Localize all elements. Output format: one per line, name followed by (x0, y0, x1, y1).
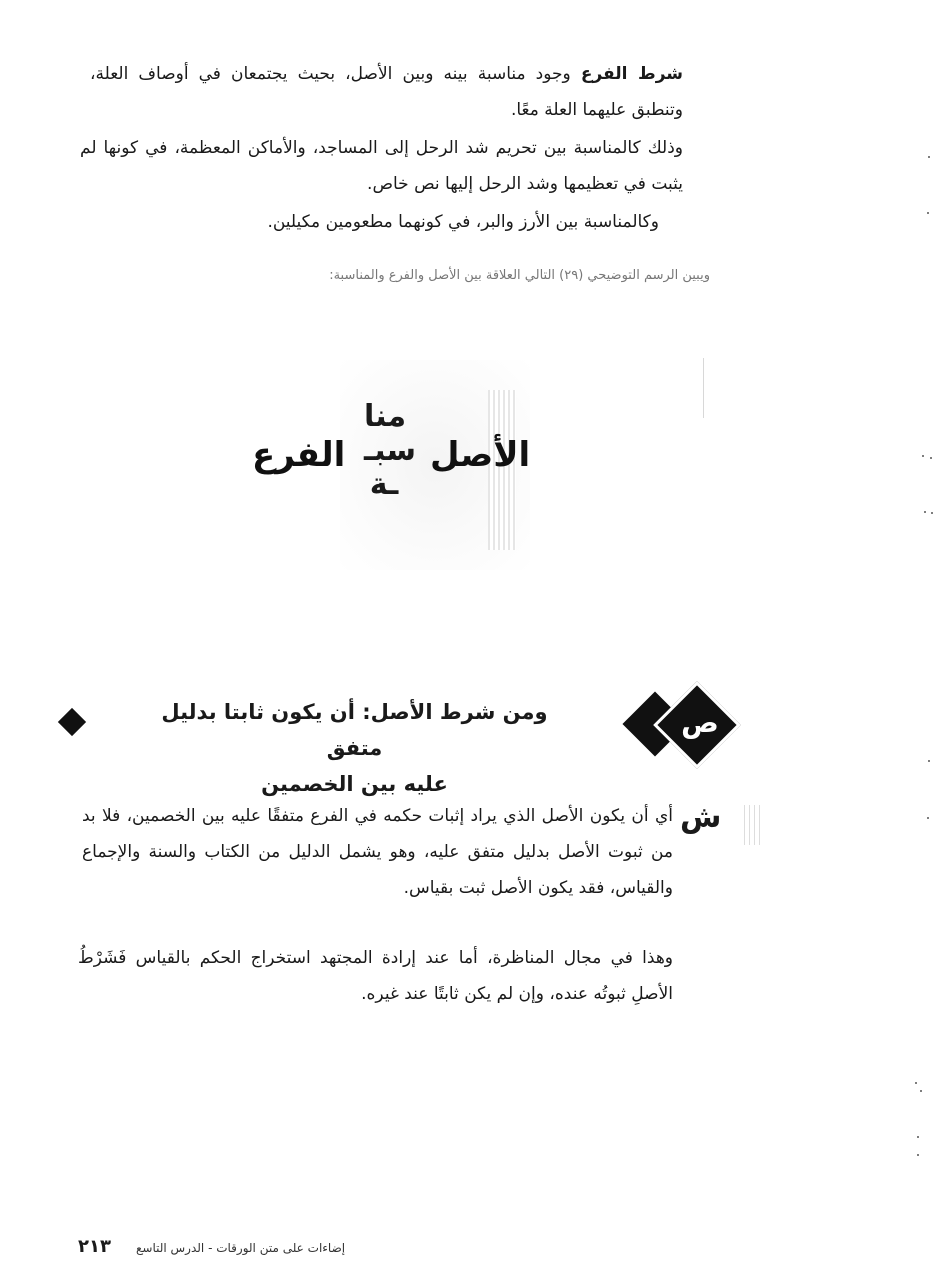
diagram-link-part: ـة (369, 467, 399, 502)
commentary-mark: ش (680, 800, 722, 835)
diagram-node-link (364, 399, 417, 502)
margin-speck (922, 455, 924, 457)
margin-speck (927, 817, 929, 819)
margin-speck (928, 156, 930, 158)
paragraph-commentary-2: وهذا في مجال المناظرة، أما عند إرادة المجتهد استخراج الحكم بالقياس فَشَرْطُ الأصلِ ثبوتُه عنده، وإن لم يكن ثابتًا عند غيره. (78, 948, 673, 1004)
margin-speck (930, 457, 932, 459)
paragraph-branch-condition-text: وجود مناسبة بينه وبين الأصل، بحيث يجتمعان في أوصاف العلة، وتنطبق عليهما العلة معًا. (90, 64, 683, 120)
diagram-node-branch: الفرع (252, 435, 346, 475)
diagram-link-part: سبـ (364, 433, 417, 468)
margin-speck (917, 1154, 919, 1156)
section-heading-line: عليه بين الخصمين (261, 772, 448, 796)
relation-diagram (230, 350, 560, 590)
margin-speck (928, 760, 930, 762)
page-number: ٢١٣ (78, 1236, 111, 1257)
margin-speck (915, 1082, 917, 1084)
paragraph-branch-condition (90, 56, 683, 128)
margin-rule (703, 358, 704, 418)
diagram-link-part: منا (364, 399, 407, 434)
commentary-rule (744, 805, 760, 845)
section-heading (150, 694, 559, 802)
running-title: إضاءات على متن الورقات - الدرس التاسع (136, 1241, 346, 1255)
badge-letter: ص (681, 706, 719, 739)
diagram-caption: ويبين الرسم التوضيحي (٢٩) التالي العلاقة بين الأصل والفرع والمناسبة: (329, 268, 710, 283)
margin-speck (917, 1136, 919, 1138)
section-heading-line: ومن شرط الأصل: أن يكون ثابتا بدليل متفق (161, 700, 548, 760)
term-branch-condition: شرط الفرع (580, 64, 683, 84)
page-footer (78, 1236, 378, 1266)
paragraph-example-mosques: وذلك كالمناسبة بين تحريم شد الرحل إلى المساجد، والأماكن المعظمة، في كونها لم يثبت في تعظيمها وشد الرحل إليها نص خاص. (80, 138, 683, 194)
diamond-ornament-icon (58, 708, 86, 736)
margin-speck (920, 1090, 922, 1092)
text-badge (620, 696, 740, 766)
margin-speck (924, 511, 926, 513)
margin-speck (927, 212, 929, 214)
margin-speck (931, 512, 933, 514)
paragraph-commentary-1: أي أن يكون الأصل الذي يراد إثبات حكمه في الفرع متفقًا عليه بين الخصمين، فلا بد من ثبوت الأصل بدليل متفق عليه، وهو يشمل الدليل من الكتاب والسنة والإجماع والقياس، فقد يكون الأصل ثبت بقياس. (82, 806, 673, 898)
paragraph-example-rice-wheat: وكالمناسبة بين الأرز والبر، في كونهما مطعومين مكيلين. (267, 212, 659, 232)
diagram-node-root: الأصل (430, 435, 531, 475)
